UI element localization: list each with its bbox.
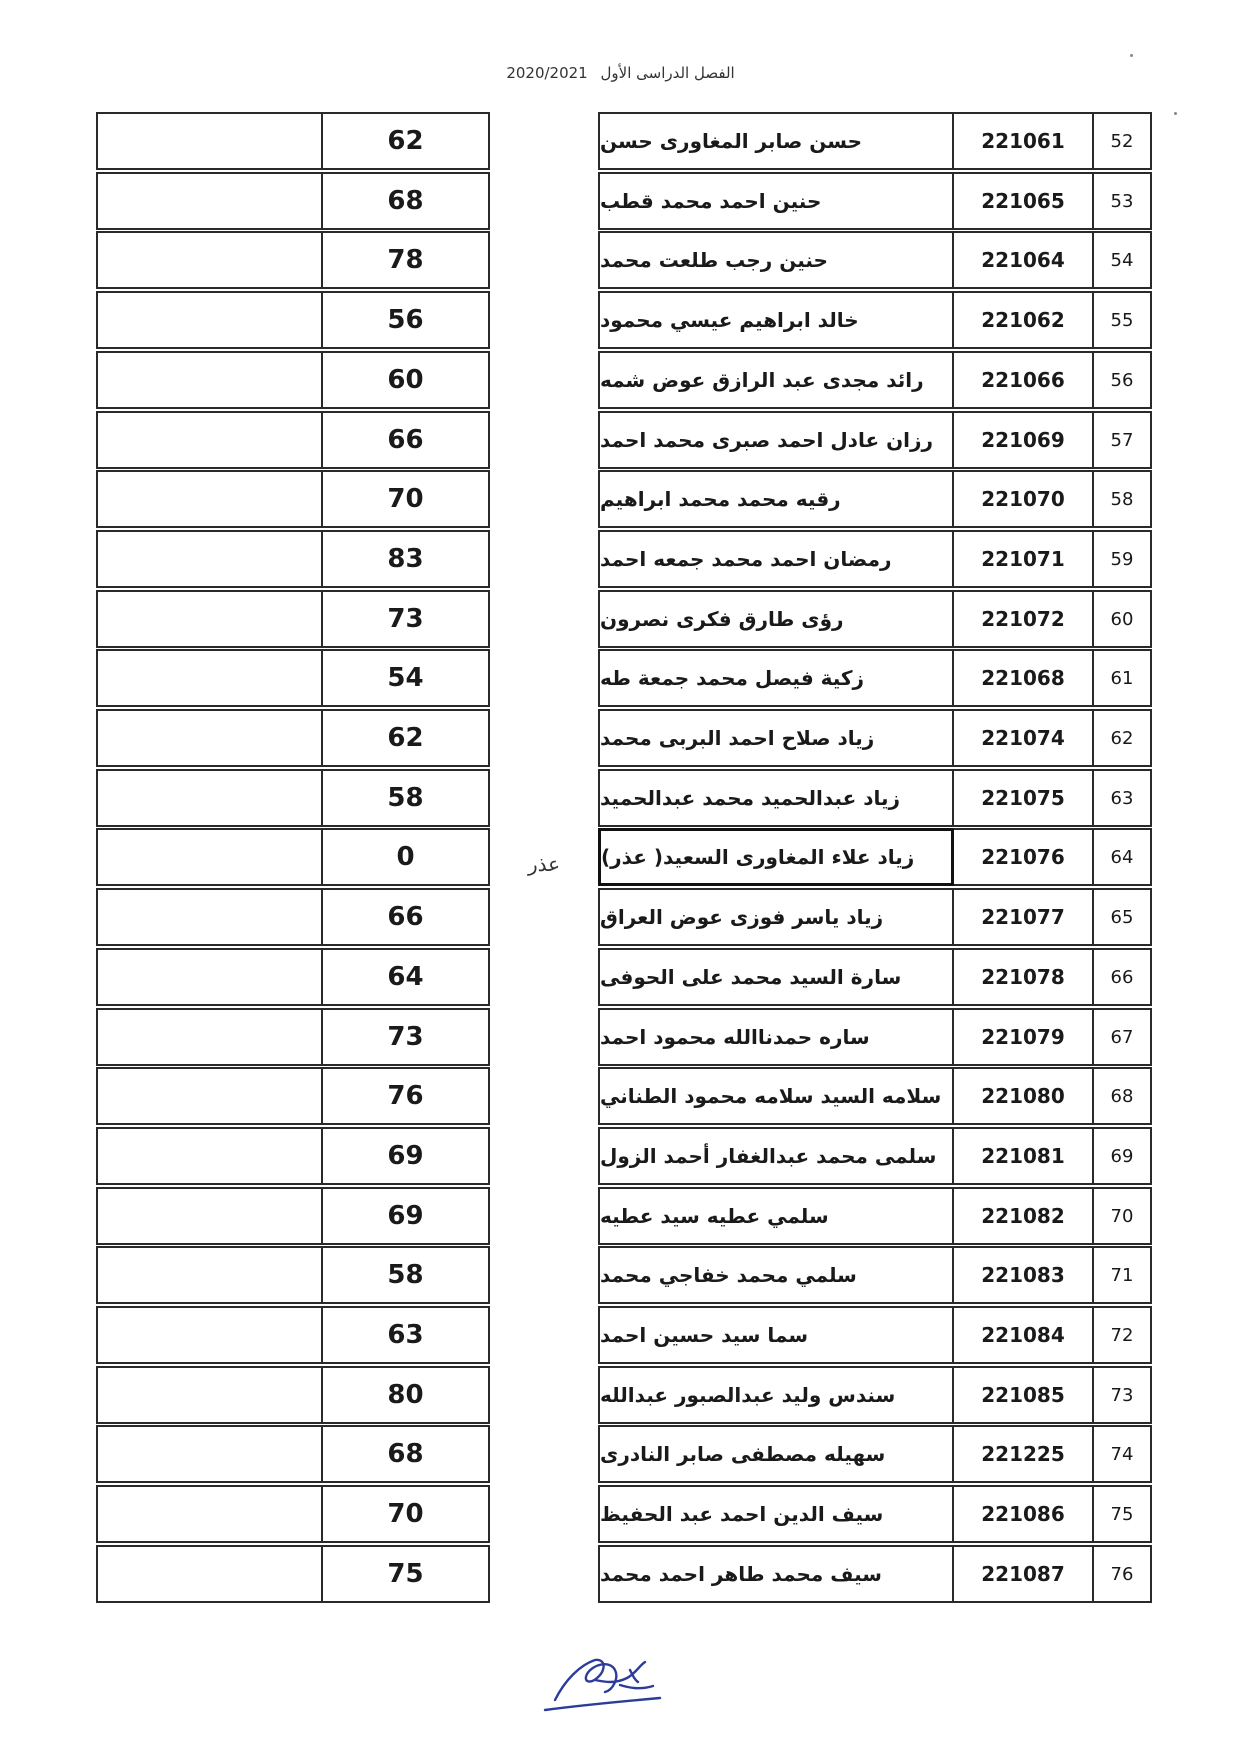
student-code-cell: 221075 [954, 769, 1094, 827]
student-name-cell: سيف الدين احمد عبد الحفيظ [598, 1485, 954, 1543]
grade-cell: 62 [323, 709, 490, 767]
row-number-cell: 54 [1094, 231, 1152, 289]
note-cell [490, 291, 598, 349]
student-name-cell: رائد مجدى عبد الرازق عوض شمه [598, 351, 954, 409]
note-cell [490, 1187, 598, 1245]
page-header [0, 64, 1241, 82]
note-cell [490, 1485, 598, 1543]
grades-table [96, 112, 1152, 1604]
note-cell [490, 1127, 598, 1185]
note-cell [490, 1008, 598, 1066]
grade-cell: 68 [323, 1425, 490, 1483]
grade-cell: 58 [323, 1246, 490, 1304]
row-number-cell: 68 [1094, 1067, 1152, 1125]
table-row [96, 351, 1152, 411]
row-number-cell: 66 [1094, 948, 1152, 1006]
row-number-cell: 59 [1094, 530, 1152, 588]
student-code-cell: 221080 [954, 1067, 1094, 1125]
row-number-cell: 71 [1094, 1246, 1152, 1304]
blank-cell [96, 231, 323, 289]
grade-cell: 80 [323, 1366, 490, 1424]
note-cell [490, 470, 598, 528]
blank-cell [96, 1127, 323, 1185]
blank-cell [96, 351, 323, 409]
student-name-cell: زياد ياسر فوزى عوض العراق [598, 888, 954, 946]
blank-cell [96, 1485, 323, 1543]
table-row [96, 530, 1152, 590]
blank-cell [96, 769, 323, 827]
student-code-cell: 221081 [954, 1127, 1094, 1185]
table-row [96, 1008, 1152, 1068]
blank-cell [96, 1545, 323, 1603]
student-name-cell: زياد علاء المغاورى السعيد( عذر) [598, 828, 954, 886]
row-number-cell: 60 [1094, 590, 1152, 648]
student-code-cell: 221076 [954, 828, 1094, 886]
blank-cell [96, 649, 323, 707]
table-row [96, 1425, 1152, 1485]
grade-cell: 75 [323, 1545, 490, 1603]
table-row [96, 1187, 1152, 1247]
student-name-cell: رمضان احمد محمد جمعه احمد [598, 530, 954, 588]
blank-cell [96, 172, 323, 230]
note-cell: عذر [527, 852, 561, 876]
note-cell [490, 1306, 598, 1364]
blank-cell [96, 470, 323, 528]
table-row [96, 470, 1152, 530]
student-code-cell: 221085 [954, 1366, 1094, 1424]
blank-cell [96, 291, 323, 349]
table-row [96, 948, 1152, 1008]
student-code-cell: 221078 [954, 948, 1094, 1006]
row-number-cell: 65 [1094, 888, 1152, 946]
student-code-cell: 221225 [954, 1425, 1094, 1483]
note-cell [490, 351, 598, 409]
grade-cell: 70 [323, 470, 490, 528]
table-row [96, 1127, 1152, 1187]
student-code-cell: 221065 [954, 172, 1094, 230]
scan-speck [1130, 54, 1133, 57]
row-number-cell: 62 [1094, 709, 1152, 767]
blank-cell [96, 1067, 323, 1125]
grade-cell: 63 [323, 1306, 490, 1364]
student-name-cell: سما سيد حسين احمد [598, 1306, 954, 1364]
student-name-cell: سندس وليد عبدالصبور عبدالله [598, 1366, 954, 1424]
row-number-cell: 63 [1094, 769, 1152, 827]
blank-cell [96, 709, 323, 767]
note-cell [490, 411, 598, 469]
student-name-cell: سلامه السيد سلامه محمود الطناني [598, 1067, 954, 1125]
grade-cell: 76 [323, 1067, 490, 1125]
table-row [96, 231, 1152, 291]
row-number-cell: 76 [1094, 1545, 1152, 1603]
student-name-cell: زكية فيصل محمد جمعة طه [598, 649, 954, 707]
table-row [96, 1067, 1152, 1127]
row-number-cell: 57 [1094, 411, 1152, 469]
student-code-cell: 221082 [954, 1187, 1094, 1245]
note-cell [490, 231, 598, 289]
row-number-cell: 58 [1094, 470, 1152, 528]
table-row [96, 590, 1152, 650]
row-number-cell: 74 [1094, 1425, 1152, 1483]
student-name-cell: زياد عبدالحميد محمد عبدالحميد [598, 769, 954, 827]
student-name-cell: حنين احمد محمد قطب [598, 172, 954, 230]
student-name-cell: سلمي عطيه سيد عطيه [598, 1187, 954, 1245]
table-row [96, 769, 1152, 829]
grade-cell: 58 [323, 769, 490, 827]
note-cell [490, 1545, 598, 1603]
student-name-cell: سارة السيد محمد على الحوفى [598, 948, 954, 1006]
grade-cell: 68 [323, 172, 490, 230]
note-cell [490, 1425, 598, 1483]
note-cell [490, 1246, 598, 1304]
student-code-cell: 221079 [954, 1008, 1094, 1066]
student-code-cell: 221086 [954, 1485, 1094, 1543]
grade-cell: 73 [323, 1008, 490, 1066]
grade-cell: 70 [323, 1485, 490, 1543]
student-code-cell: 221070 [954, 470, 1094, 528]
blank-cell [96, 828, 323, 886]
grade-cell: 60 [323, 351, 490, 409]
table-row [96, 888, 1152, 948]
student-name-cell: رقيه محمد محمد ابراهيم [598, 470, 954, 528]
table-row [96, 291, 1152, 351]
blank-cell [96, 590, 323, 648]
table-row [96, 1246, 1152, 1306]
row-number-cell: 70 [1094, 1187, 1152, 1245]
student-code-cell: 221071 [954, 530, 1094, 588]
table-row [96, 828, 1152, 888]
note-cell [490, 649, 598, 707]
note-cell [490, 769, 598, 827]
grade-cell: 73 [323, 590, 490, 648]
student-code-cell: 221061 [954, 112, 1094, 170]
grade-cell: 69 [323, 1127, 490, 1185]
table-row [96, 112, 1152, 172]
blank-cell [96, 888, 323, 946]
student-name-cell: سيف محمد طاهر احمد محمد [598, 1545, 954, 1603]
grade-cell: 54 [323, 649, 490, 707]
note-cell [490, 948, 598, 1006]
student-code-cell: 221072 [954, 590, 1094, 648]
blank-cell [96, 1008, 323, 1066]
header-semester: الفصل الدراسى الأول [600, 64, 735, 82]
blank-cell [96, 1425, 323, 1483]
student-name-cell: خالد ابراهيم عيسي محمود [598, 291, 954, 349]
student-code-cell: 221066 [954, 351, 1094, 409]
student-code-cell: 221074 [954, 709, 1094, 767]
header-year: 2020/2021 [506, 64, 588, 82]
row-number-cell: 52 [1094, 112, 1152, 170]
scan-speck [1174, 112, 1177, 115]
blank-cell [96, 948, 323, 1006]
grade-cell: 69 [323, 1187, 490, 1245]
row-number-cell: 55 [1094, 291, 1152, 349]
grade-cell: 0 [323, 828, 490, 886]
student-code-cell: 221087 [954, 1545, 1094, 1603]
note-cell [490, 172, 598, 230]
table-row [96, 1485, 1152, 1545]
grade-cell: 78 [323, 231, 490, 289]
student-name-cell: رزان عادل احمد صبرى محمد احمد [598, 411, 954, 469]
grade-cell: 83 [323, 530, 490, 588]
note-cell [490, 530, 598, 588]
student-name-cell: ساره حمدناالله محمود احمد [598, 1008, 954, 1066]
note-cell [490, 1067, 598, 1125]
note-cell [490, 1366, 598, 1424]
row-number-cell: 75 [1094, 1485, 1152, 1543]
row-number-cell: 53 [1094, 172, 1152, 230]
student-name-cell: سلمى محمد عبدالغفار أحمد الزول [598, 1127, 954, 1185]
grade-cell: 66 [323, 888, 490, 946]
note-cell [490, 888, 598, 946]
row-number-cell: 67 [1094, 1008, 1152, 1066]
student-code-cell: 221069 [954, 411, 1094, 469]
table-row [96, 709, 1152, 769]
student-code-cell: 221084 [954, 1306, 1094, 1364]
student-name-cell: حنين رجب طلعت محمد [598, 231, 954, 289]
student-name-cell: رؤى طارق فكرى نصرون [598, 590, 954, 648]
student-code-cell: 221068 [954, 649, 1094, 707]
student-name-cell: سلمي محمد خفاجي محمد [598, 1246, 954, 1304]
student-code-cell: 221077 [954, 888, 1094, 946]
student-name-cell: سهيله مصطفى صابر النادرى [598, 1425, 954, 1483]
table-row [96, 1306, 1152, 1366]
note-cell [490, 590, 598, 648]
blank-cell [96, 1187, 323, 1245]
grade-cell: 66 [323, 411, 490, 469]
student-name-cell: حسن صابر المغاورى حسن [598, 112, 954, 170]
student-code-cell: 221083 [954, 1246, 1094, 1304]
table-row [96, 172, 1152, 232]
student-code-cell: 221064 [954, 231, 1094, 289]
row-number-cell: 61 [1094, 649, 1152, 707]
blank-cell [96, 1366, 323, 1424]
table-row [96, 649, 1152, 709]
blank-cell [96, 1306, 323, 1364]
table-row [96, 1366, 1152, 1426]
grade-cell: 62 [323, 112, 490, 170]
blank-cell [96, 112, 323, 170]
signature [535, 1640, 675, 1720]
row-number-cell: 64 [1094, 828, 1152, 886]
table-row [96, 411, 1152, 471]
row-number-cell: 72 [1094, 1306, 1152, 1364]
blank-cell [96, 530, 323, 588]
grade-cell: 64 [323, 948, 490, 1006]
student-name-cell: زياد صلاح احمد البربى محمد [598, 709, 954, 767]
grade-cell: 56 [323, 291, 490, 349]
blank-cell [96, 1246, 323, 1304]
student-code-cell: 221062 [954, 291, 1094, 349]
row-number-cell: 56 [1094, 351, 1152, 409]
row-number-cell: 73 [1094, 1366, 1152, 1424]
table-row [96, 1545, 1152, 1605]
note-cell [490, 112, 598, 170]
blank-cell [96, 411, 323, 469]
note-cell [490, 709, 598, 767]
row-number-cell: 69 [1094, 1127, 1152, 1185]
